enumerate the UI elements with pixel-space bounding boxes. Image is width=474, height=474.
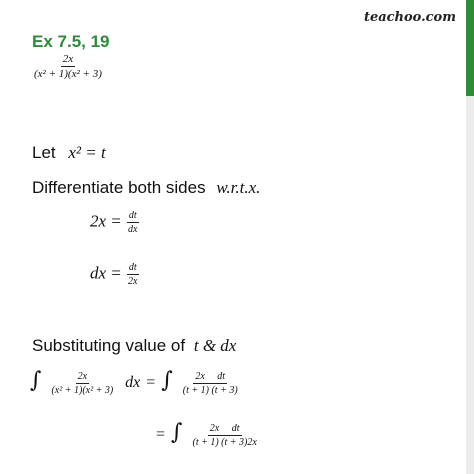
problem-numerator: 2x [61, 53, 75, 67]
substituting-text: Substituting value of [32, 336, 186, 355]
dx-equation [90, 262, 139, 287]
scroll-thumb [466, 0, 474, 96]
right-scroll-bar [466, 0, 474, 474]
substituted-denominator: (t + 1) (t + 3) [182, 384, 238, 396]
brand-logo: teachoo.com [363, 10, 456, 25]
wrt-text: w.r.t.x. [216, 178, 261, 197]
simplified-numerator: 2x dt [209, 422, 240, 434]
substitution-expression: x² = t [68, 143, 106, 162]
equals-sign: = [156, 426, 166, 443]
integral-line-1 [30, 368, 240, 396]
differentiate-line [32, 178, 260, 198]
derivative-equation [90, 210, 139, 235]
derivative-lhs: 2x = [90, 211, 122, 231]
integral-dx: dx [125, 374, 141, 391]
equals-sign: = [146, 374, 156, 391]
problem-denominator: (x² + 1)(x² + 3) [34, 68, 102, 81]
integral-sign: ∫ [30, 368, 42, 393]
let-line [32, 143, 106, 163]
integral-line-2 [156, 420, 259, 448]
integrand-numerator: 2x [77, 370, 88, 382]
integrand-denominator: (x² + 1)(x² + 3) [51, 384, 114, 396]
integral-sign: ∫ [171, 420, 183, 445]
substituted-numerator: 2x dt [195, 370, 226, 382]
substituting-line [32, 336, 236, 356]
substituting-vars: t & dx [193, 336, 237, 355]
let-label: Let [32, 143, 56, 162]
integral-sign: ∫ [161, 368, 173, 393]
exercise-heading: Ex 7.5, 19 [32, 32, 110, 51]
dx-numerator: dt [128, 262, 137, 273]
simplified-denominator: (t + 1) (t + 3)2x [192, 436, 257, 448]
differentiate-text: Differentiate both sides [32, 178, 206, 197]
derivative-denominator: dx [128, 224, 138, 235]
dx-denominator: 2x [128, 276, 138, 287]
derivative-numerator: dt [128, 210, 137, 221]
problem-expression [32, 53, 104, 80]
dx-lhs: dx = [90, 263, 122, 283]
